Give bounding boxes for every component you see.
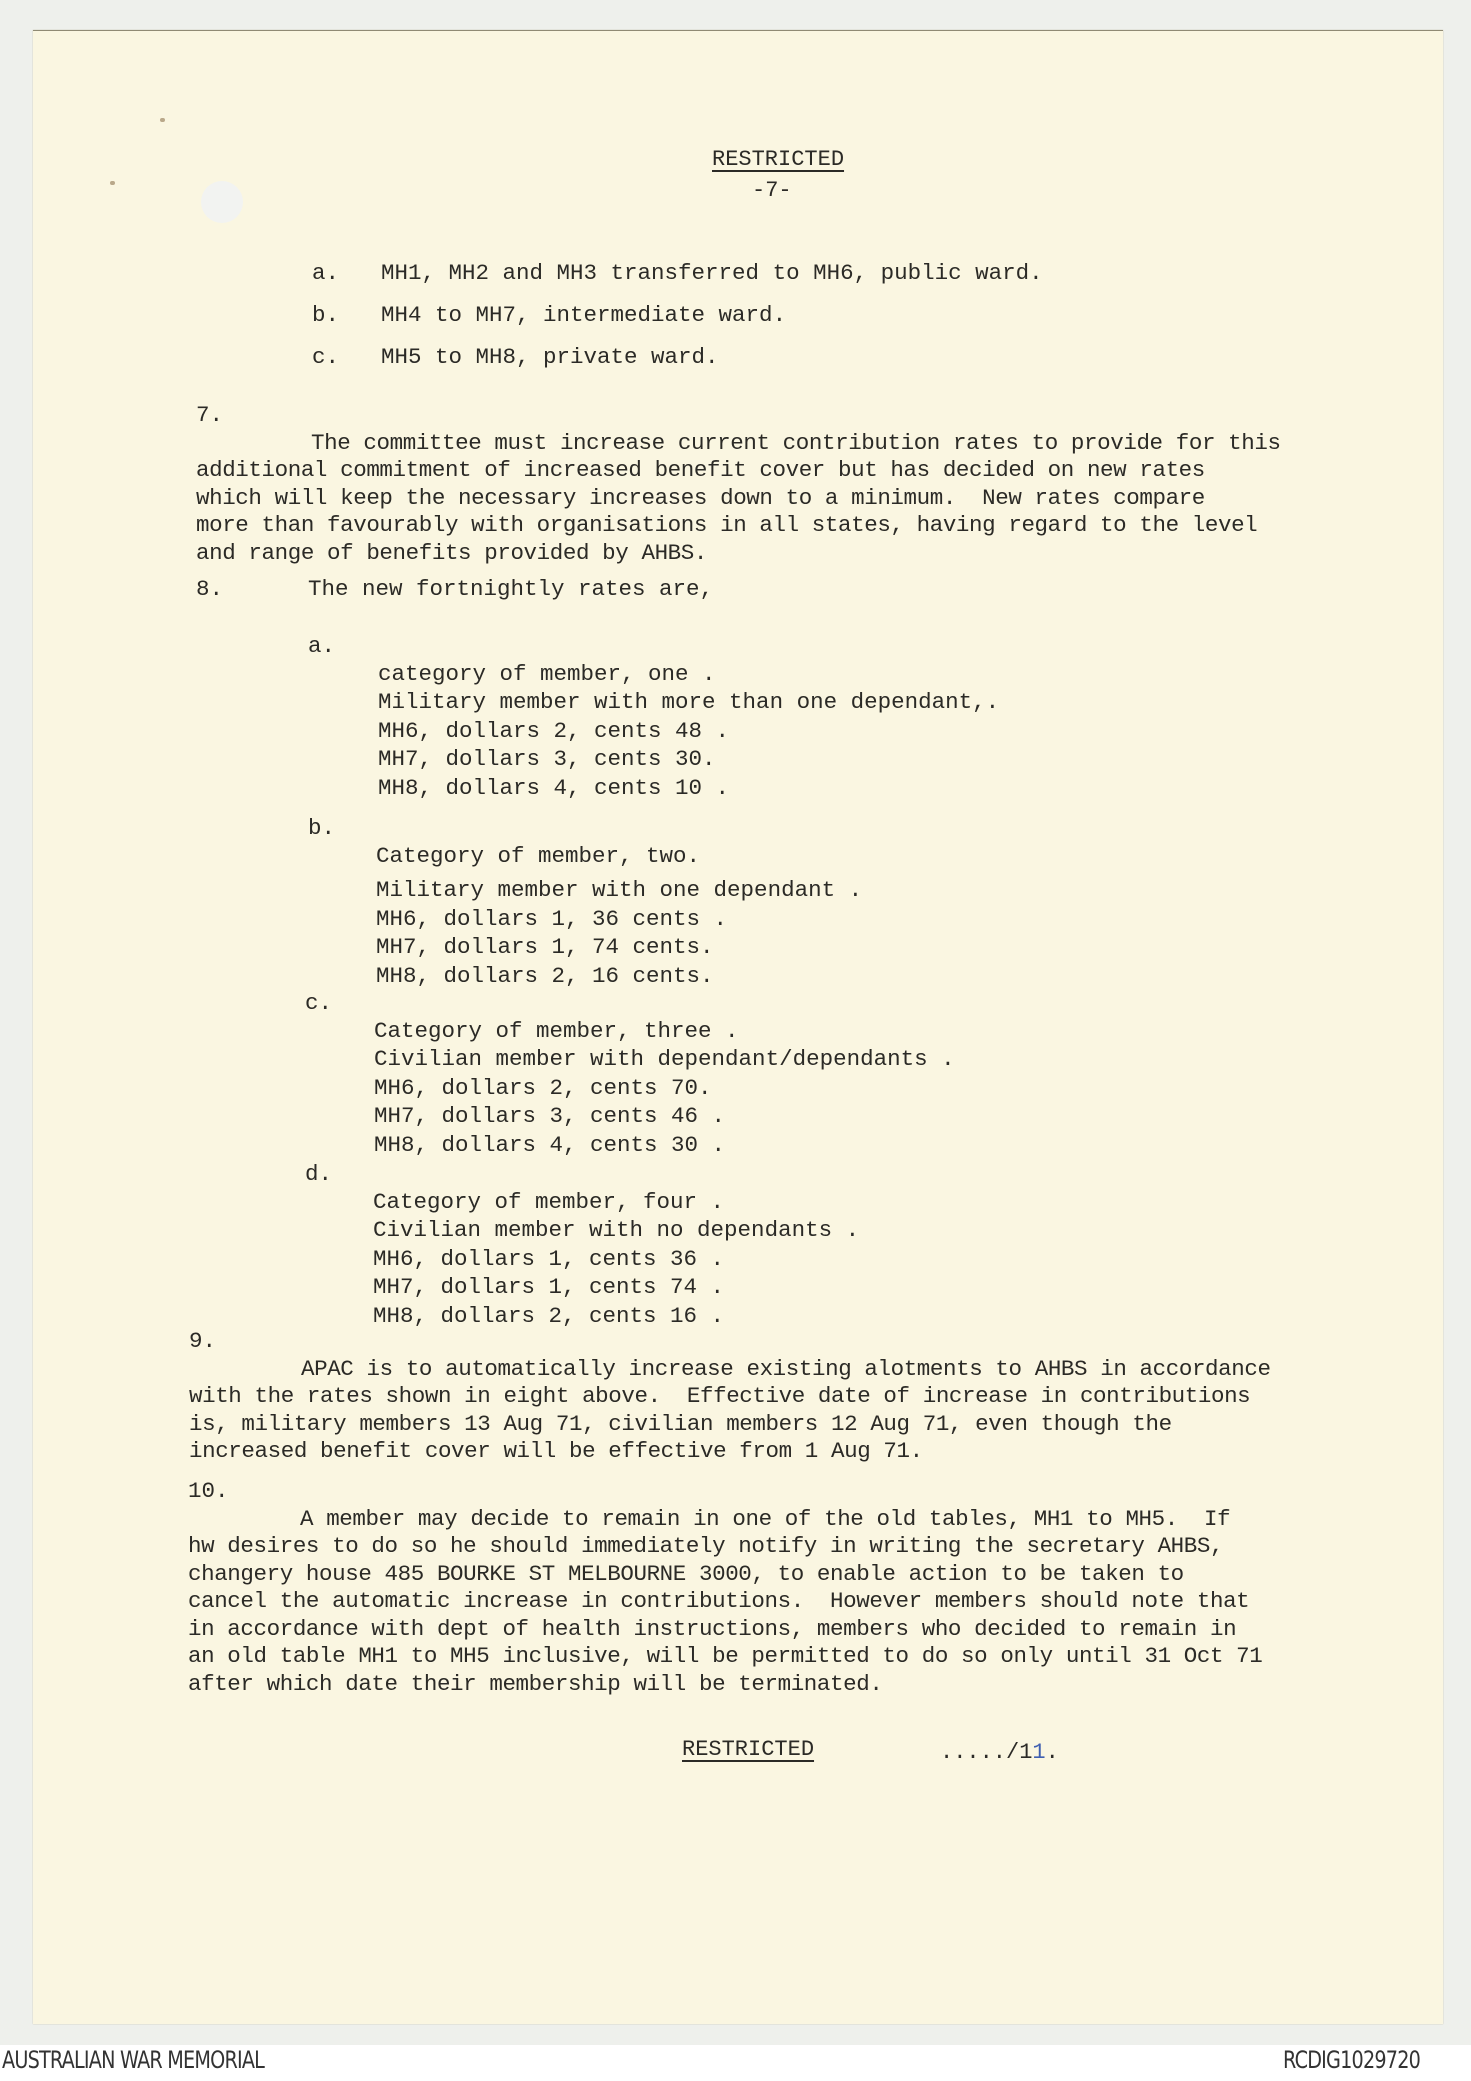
category-label: b. — [308, 815, 336, 841]
paragraph-8-intro: The new fortnightly rates are, — [308, 576, 714, 602]
category-a-rates — [378, 631, 999, 831]
rate-line: MH7, dollars 3, cents 46 . — [374, 1103, 726, 1129]
category-c-rates — [374, 988, 955, 1188]
paragraph-line: in accordance with dept of health instructions, members who decided to remain in — [188, 1615, 1237, 1642]
paragraph-line: hw desires to do so he should immediately notify in writing the secretary AHBS, — [188, 1533, 1224, 1559]
paragraph-7 — [196, 402, 1281, 595]
paragraph-line: an old table MH1 to MH5 inclusive, will be permitted to do so only until 31 Oct 71 — [188, 1643, 1263, 1669]
paragraph-number: 9. — [189, 1328, 217, 1354]
paragraph-line: is, military members 13 Aug 71, civilian members 12 Aug 71, even though the — [189, 1410, 1172, 1437]
paragraph-line: after which date their membership will be terminated. — [188, 1670, 883, 1697]
category-label: d. — [305, 1161, 333, 1187]
paper-speck — [160, 118, 165, 122]
rate-line: MH6, dollars 2, cents 48 . — [378, 717, 730, 744]
paragraph-line: changery house 485 BOURKE ST MELBOURNE 3000, to enable action to be taken to — [188, 1560, 1184, 1587]
list-item-label: c. — [312, 344, 340, 370]
paragraph-line: increased benefit cover will be effective from 1 Aug 71. — [189, 1438, 923, 1464]
header-classification: RESTRICTED — [712, 147, 845, 172]
rate-line: Military member with one dependant . — [376, 877, 863, 903]
rate-line: Civilian member with dependant/dependants . — [374, 1046, 955, 1072]
rate-line: Category of member, four . — [373, 1188, 725, 1215]
paragraph-line: cancel the automatic increase in contributions. However members should note that — [188, 1588, 1250, 1614]
paragraph-number: 7. — [196, 402, 224, 428]
rate-line: MH6, dollars 1, 36 cents . — [376, 905, 728, 932]
paragraph-line: APAC is to automatically increase existing alotments to AHBS in accordance — [301, 1355, 1271, 1382]
rate-line: MH7, dollars 1, 74 cents. — [376, 934, 714, 960]
category-label: c. — [305, 990, 333, 1016]
paragraph-line: additional commitment of increased benefit cover but has decided on new rates — [196, 457, 1205, 483]
paragraph-line: The committee must increase current contribution rates to provide for this — [311, 429, 1281, 456]
paper-speck — [110, 181, 115, 185]
continuation-prefix: ...../1 — [940, 1740, 1033, 1765]
list-item-label: a. — [312, 260, 340, 286]
rate-line: MH7, dollars 1, cents 74 . — [373, 1274, 725, 1300]
rate-line: Category of member, two. — [376, 842, 701, 869]
paragraph-line: A member may decide to remain in one of the old tables, MH1 to MH5. If — [300, 1505, 1231, 1532]
punch-hole — [201, 181, 243, 223]
rate-line: MH6, dollars 1, cents 36 . — [373, 1245, 725, 1272]
rate-line: Civilian member with no dependants . — [373, 1217, 860, 1243]
paragraph-9 — [189, 1328, 1271, 1493]
list-item-label: b. — [312, 302, 340, 328]
page-number: -7- — [752, 178, 792, 203]
rate-line: MH6, dollars 2, cents 70. — [374, 1074, 712, 1101]
list-item-text: MH5 to MH8, private ward. — [381, 344, 719, 370]
archive-institution: AUSTRALIAN WAR MEMORIAL — [2, 2046, 265, 2074]
rate-line: MH8, dollars 4, cents 30 . — [374, 1131, 726, 1158]
rate-line: MH8, dollars 4, cents 10 . — [378, 774, 730, 801]
paragraph-line: more than favourably with organisations in all states, having regard to the level — [196, 512, 1258, 538]
list-item-text: MH4 to MH7, intermediate ward. — [381, 302, 787, 328]
rate-line: MH7, dollars 3, cents 30. — [378, 746, 716, 772]
list-item-text: MH1, MH2 and MH3 transferred to MH6, public ward. — [381, 260, 1043, 286]
rate-line: Category of member, three . — [374, 1017, 739, 1044]
footer-classification: RESTRICTED — [682, 1737, 815, 1762]
paragraph-number: 8. — [196, 576, 224, 602]
rate-line: MH8, dollars 2, 16 cents. — [376, 962, 714, 989]
rate-line: MH8, dollars 2, cents 16 . — [373, 1302, 725, 1329]
archive-record-id: RCDIG1029720 — [1283, 2046, 1421, 2074]
continuation-suffix: . — [1045, 1740, 1059, 1765]
paragraph-10 — [188, 1478, 1262, 1726]
category-label: a. — [308, 633, 336, 659]
handwritten-correction: 1 — [1032, 1740, 1046, 1765]
paragraph-line: and range of benefits provided by AHBS. — [196, 539, 707, 566]
paragraph-line: with the rates shown in eight above. Effective date of increase in contributions — [189, 1383, 1251, 1409]
rate-line: category of member, one . — [378, 660, 716, 687]
paragraph-line: which will keep the necessary increases down to a minimum. New rates compare — [196, 484, 1205, 511]
rate-line: Military member with more than one dependant,. — [378, 689, 1000, 715]
continuation-marker — [940, 1740, 1059, 1765]
paragraph-number: 10. — [188, 1478, 229, 1504]
